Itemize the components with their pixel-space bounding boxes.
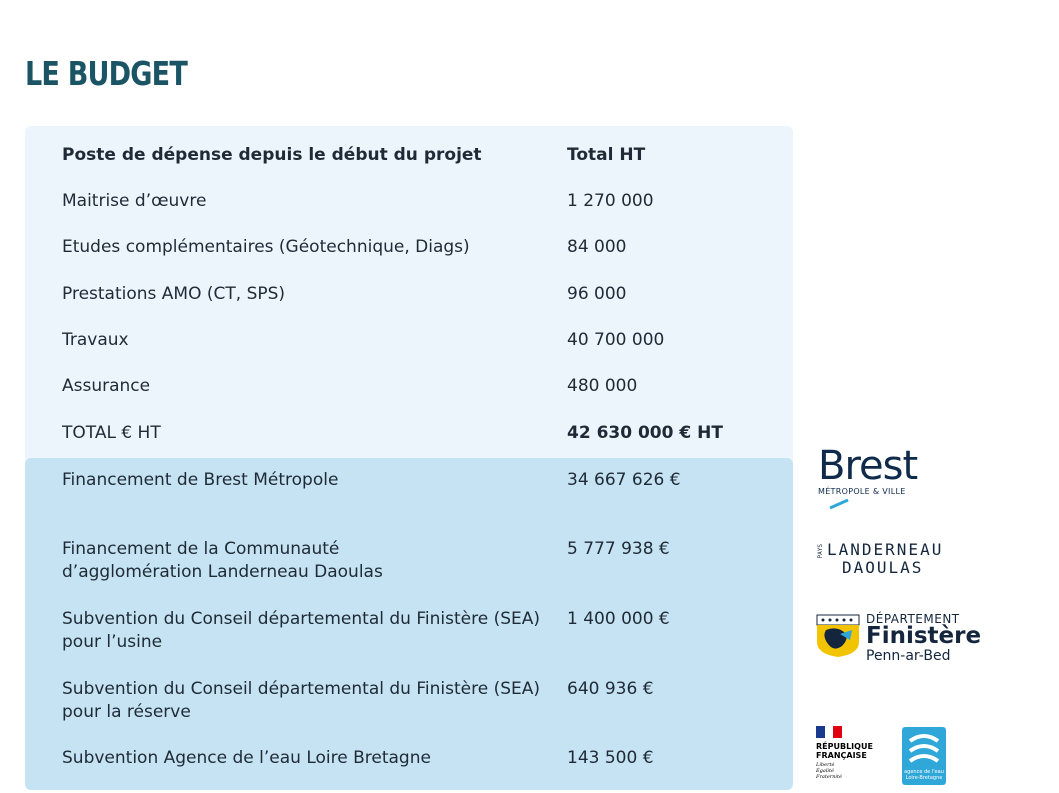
row-label: Etudes complémentaires (Géotechnique, Diags) (62, 237, 470, 257)
republique-line1: RÉPUBLIQUE (816, 742, 873, 751)
finistere-line1: DÉPARTEMENT (866, 612, 960, 626)
funding-label: Subvention du Conseil départemental du Finistère (SEA) pour la réserve (62, 679, 540, 722)
finistere-shield-icon (816, 614, 860, 658)
finistere-line2: Finistère (866, 623, 982, 649)
agence-eau-logo (902, 727, 946, 785)
republique-line2: FRANÇAISE (816, 751, 867, 760)
funding-label: Subvention du Conseil départemental du Finistère (SEA) pour l’usine (62, 609, 540, 652)
row-label: Travaux (62, 330, 129, 350)
brest-logo-subtitle: MÉTROPOLE & VILLE (818, 487, 906, 496)
row-label: Maitrise d’œuvre (62, 191, 207, 211)
brest-logo (818, 443, 928, 496)
total-label: TOTAL € HT (62, 423, 161, 443)
row-label: Prestations AMO (CT, SPS) (62, 284, 286, 304)
landerneau-line1: LANDERNEAU (827, 540, 944, 559)
funding-label: Subvention Agence de l’eau Loire Bretagne (62, 748, 431, 768)
finistere-line3: Penn-ar-Bed (866, 648, 951, 664)
header-label: Poste de dépense depuis le début du projet (62, 145, 482, 165)
republique-motto2: Égalité (816, 768, 834, 774)
finistere-logo (816, 612, 982, 668)
total-value: 42 630 000 € HT (567, 423, 723, 443)
header-value: Total HT (567, 145, 646, 165)
brest-logo-name: Brest (818, 443, 918, 489)
landerneau-pays: PAYS (817, 544, 824, 559)
funding-value: 5 777 938 € (567, 539, 670, 559)
republique-motto3: Fraternité (816, 774, 842, 780)
agence-eau-text: agence de l'eau Loire-Bretagne (904, 769, 944, 781)
row-value: 480 000 (567, 376, 638, 396)
funding-value: 1 400 000 € (567, 609, 670, 629)
republique-motto1: Liberté (816, 762, 835, 768)
row-label: Assurance (62, 376, 151, 396)
row-value: 1 270 000 (567, 191, 654, 211)
funding-value: 640 936 € (567, 679, 654, 699)
page-title: LE BUDGET (25, 54, 187, 93)
row-value: 96 000 (567, 284, 627, 304)
funding-value: 34 667 626 € (567, 470, 681, 490)
funding-value: 143 500 € (567, 748, 654, 768)
landerneau-line2: DAOULAS (842, 558, 924, 577)
funding-label: Financement de la Communauté d’agglomération Landerneau Daoulas (62, 539, 383, 582)
row-value: 40 700 000 (567, 330, 665, 350)
brest-accent-icon (828, 498, 852, 510)
row-value: 84 000 (567, 237, 627, 257)
french-flag-icon (816, 726, 842, 738)
funding-label: Financement de Brest Métropole (62, 470, 339, 490)
agence-eau-symbol-icon (906, 731, 942, 767)
